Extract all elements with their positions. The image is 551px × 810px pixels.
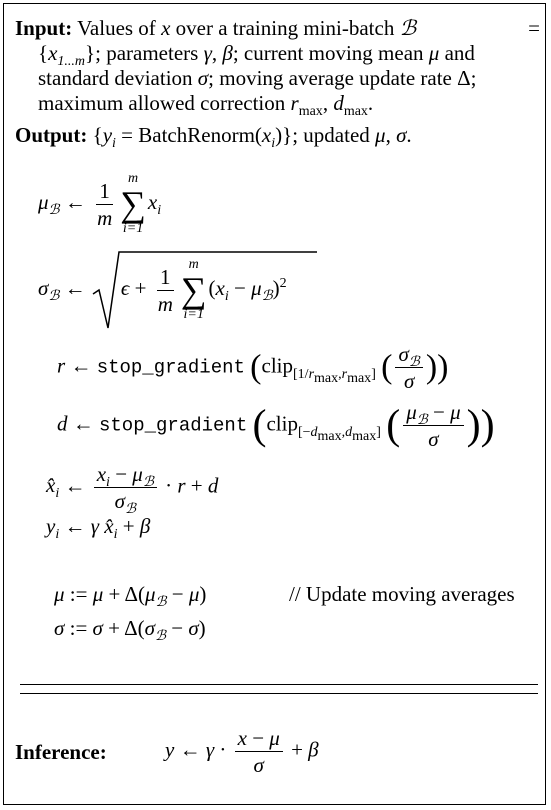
equation-mu-update: μ := $\mu + \Delta(\mu_ℬ - \mu)$ [54, 582, 207, 611]
input-line-4: maximum allowed correction $r_{max}$, $d_{max}$. [38, 91, 374, 120]
comment-moving-averages: // Update moving averages [289, 582, 515, 606]
equation-x-hat: $x̂_i$ ← $\frac{x_i - \mu_ℬ}{\sigma_ℬ}$ · r + d [46, 462, 219, 518]
input-line-3: standard deviation σ; moving average update rate Δ; [38, 66, 477, 90]
stop-gradient-d: stop_gradient [99, 414, 248, 437]
equation-sigma-update: σ := $\sigma + \Delta(\sigma_ℬ - \sigma)$ [54, 616, 206, 645]
separator-bottom-rule [20, 693, 538, 694]
equation-sigma-batch: $\sigma_ℬ$ ← ϵ + $\frac{1}{m}$ m ∑ i=1 $(x_i - \mu_ℬ)^2$ [38, 258, 287, 322]
sqrt-symbol [91, 250, 321, 336]
inference-line [15, 740, 107, 765]
equation-r: r ← stop_gradient (clip$_{[1/r_{max},r_{max}]}$ ( $\frac{\sigma_ℬ}{\sigma}$ )) [57, 342, 449, 393]
separator-top-rule [20, 684, 538, 685]
clip-d: clip [266, 411, 298, 436]
output-line: Output: {$y_i$ = $BatchRenorm(x_i)$}; updated μ, σ. [15, 123, 412, 152]
equation-inference: y ← γ · $\frac{x - \mu}{\sigma}$ + β [165, 726, 319, 777]
output-label: Output: [15, 123, 88, 147]
equation-d: d ← stop_gradient (clip$_{[-d_{max},d_{max}]}$ ( $\frac{\mu_ℬ - \mu}{\sigma}$ )) [57, 400, 495, 451]
inference-label: Inference: [15, 740, 107, 764]
input-line-1: Input: Values of x over a training mini-batch ℬ = [15, 16, 540, 40]
clip-r: clip [261, 353, 293, 378]
input-label: Input: [15, 16, 73, 40]
stop-gradient-r: stop_gradient [96, 356, 245, 379]
equation-y: $y_i$ ← γ $x̂_i + \beta$ [46, 514, 151, 543]
equation-mu-batch: $\mu_ℬ$ ← $\frac{1}{m}$ m ∑ i=1 $x_i$ [38, 171, 162, 236]
input-line-2: $\{x_{1...m}\}$; parameters γ, β; current moving mean μ and [38, 41, 475, 70]
